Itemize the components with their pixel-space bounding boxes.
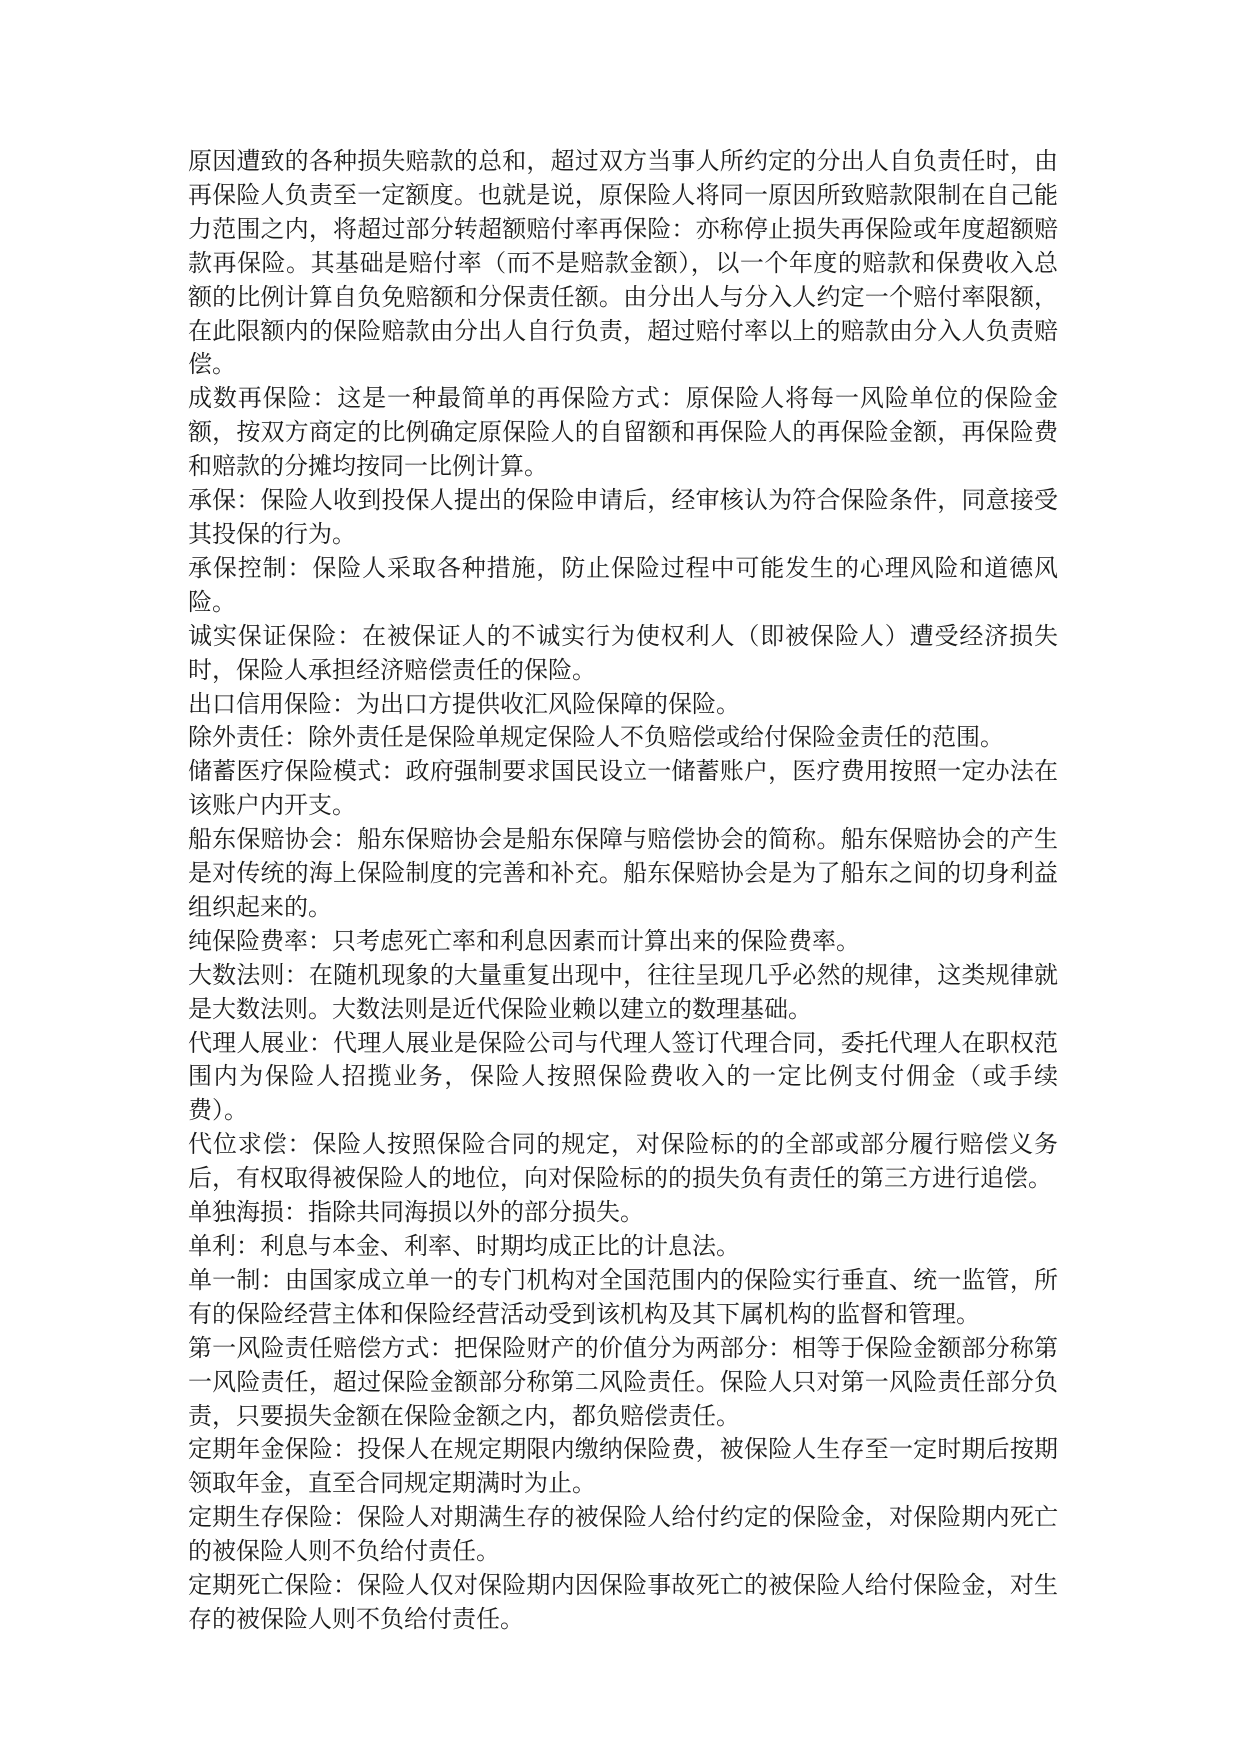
paragraph-protection-indemnity-club: 船东保赔协会：船东保赔协会是船东保障与赔偿协会的简称。船东保赔协会的产生是对传统的海上保险制度的完善和补充。船东保赔协会是为了船东之间的切身利益组织起来的。 — [188, 825, 1058, 921]
paragraph-simple-interest: 单利：利息与本金、利率、时期均成正比的计息法。 — [188, 1232, 740, 1260]
paragraph-subrogation: 代位求偿：保险人按照保险合同的规定，对保险标的的全部或部分履行赔偿义务后，有权取得被保险人的地位，向对保险标的的损失负有责任的第三方进行追偿。 — [188, 1130, 1058, 1193]
paragraph-underwriting-control: 承保控制：保险人采取各种措施，防止保险过程中可能发生的心理风险和道德风险。 — [188, 553, 1058, 616]
document-page — [188, 145, 1058, 1637]
paragraph-unitary-regulation: 单一制：由国家成立单一的专门机构对全国范围内的保险实行垂直、统一监管，所有的保险经营主体和保险经营活动受到该机构及其下属机构的监督和管理。 — [188, 1265, 1058, 1328]
paragraph-law-of-large-numbers: 大数法则：在随机现象的大量重复出现中，往往呈现几乎必然的规律，这类规律就是大数法则。大数法则是近代保险业赖以建立的数理基础。 — [188, 960, 1058, 1023]
paragraph-agent-business: 代理人展业：代理人展业是保险公司与代理人签订代理合同，委托代理人在职权范围内为保险人招揽业务，保险人按照保险费收入的一定比例支付佣金（或手续费）。 — [188, 1028, 1058, 1125]
paragraph-underwriting: 承保：保险人收到投保人提出的保险申请后，经审核认为符合保险条件，同意接受其投保的行为。 — [188, 486, 1058, 548]
paragraph-pure-premium-rate: 纯保险费率：只考虑死亡率和利息因素而计算出来的保险费率。 — [188, 926, 860, 955]
paragraph-export-credit-insurance: 出口信用保险：为出口方提供收汇风险保障的保险。 — [188, 689, 740, 718]
paragraph-savings-medical-insurance: 储蓄医疗保险模式：政府强制要求国民设立一储蓄账户，医疗费用按照一定办法在该账户内开支。 — [188, 757, 1058, 820]
paragraph-first-loss-compensation: 第一风险责任赔偿方式：把保险财产的价值分为两部分：相等于保险金额部分称第一风险责任，超过保险金额部分称第二风险责任。保险人只对第一风险责任部分负责，只要损失金额在保险金额之内，都负赔偿责任。 — [188, 1333, 1058, 1430]
paragraph-term-endowment-insurance: 定期生存保险：保险人对期满生存的被保险人给付约定的保险金，对保险期内死亡的被保险人则不负给付责任。 — [188, 1503, 1058, 1566]
paragraph-term-annuity-insurance: 定期年金保险：投保人在规定期限内缴纳保险费，被保险人生存至一定时期后按期领取年金，直至合同规定期满时为止。 — [188, 1435, 1058, 1498]
paragraph-term-death-insurance: 定期死亡保险：保险人仅对保险期内因保险事故死亡的被保险人给付保险金，对生存的被保险人则不负给付责任。 — [188, 1571, 1058, 1633]
paragraph-exclusions: 除外责任：除外责任是保险单规定保险人不负赔偿或给付保险金责任的范围。 — [188, 723, 1004, 752]
paragraph-quota-share-reinsurance: 成数再保险：这是一种最简单的再保险方式：原保险人将每一风险单位的保险金额，按双方商定的比例确定原保险人的自留额和再保险人的再保险金额，再保险费和赔款的分摊均按同一比例计算。 — [188, 384, 1058, 481]
paragraph-fidelity-guarantee-insurance: 诚实保证保险：在被保证人的不诚实行为使权利人（即被保险人）遭受经济损失时，保险人承担经济赔偿责任的保险。 — [188, 621, 1058, 684]
paragraph-particular-average: 单独海损：指除共同海损以外的部分损失。 — [188, 1198, 644, 1227]
paragraph-reinsurance-excess-loss-ratio: 原因遭致的各种损失赔款的总和，超过双方当事人所约定的分出人自负责任时，由再保险人负责至一定额度。也就是说，原保险人将同一原因所致赔款限制在自己能力范围之内，将超过部分转超额赔付率再保险：亦称停止损失再保险或年度超额赔款再保险。其基础是赔付率（而不是赔款金额），以一个年度的赔款和保费收入总额的比例计算自负免赔额和分保责任额。由分出人与分入人约定一个赔付率限额，在此限额内的保险赔款由分出人自行负责，超过赔付率以上的赔款由分入人负责赔偿。 — [188, 147, 1058, 379]
